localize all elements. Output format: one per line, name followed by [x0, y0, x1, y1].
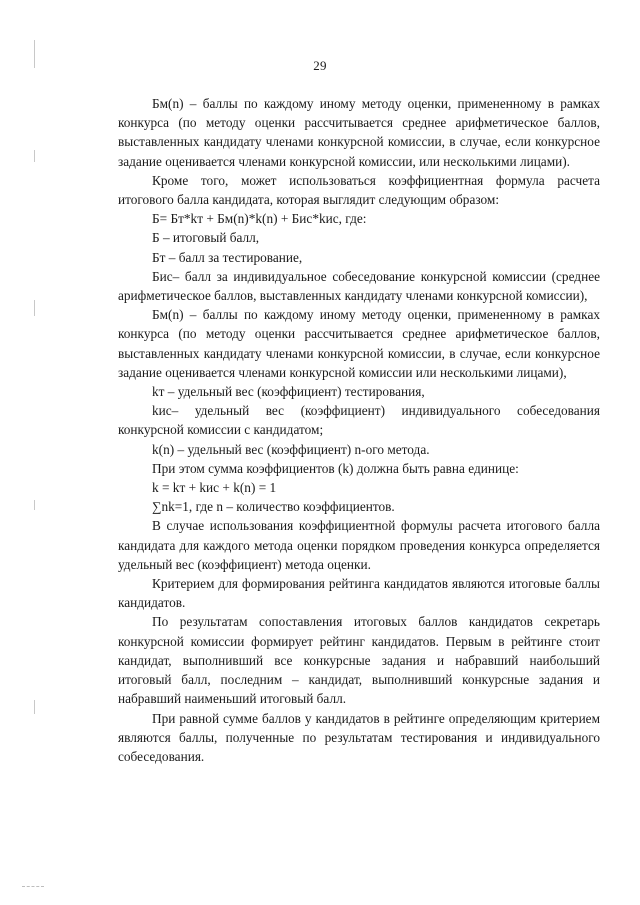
paragraph-b-definition: Б – итоговый балл,: [152, 230, 260, 246]
paragraph-rating-criterion: Критерием для формирования рейтинга кандидатов являются итоговые баллы кандидатов.: [118, 576, 600, 611]
paragraph-kt-definition: kт – удельный вес (коэффициент) тестирования,: [152, 384, 425, 400]
paragraph-formula: Б= Бт*kт + Бм(n)*k(n) + Бис*kис, где:: [152, 211, 367, 227]
paragraph-weight-rule: В случае использования коэффициентной формулы расчета итогового балла кандидата для каждого метода оценки порядком проведения конкурса определяется удельный вес (коэффициент) метода оценки.: [118, 518, 600, 572]
binder-edge-mark-lower: [34, 500, 35, 510]
binder-edge-mark-bottom: [34, 700, 35, 714]
paragraph-bt-definition: Бт – балл за тестирование,: [152, 249, 303, 265]
paragraph-formula-intro: Кроме того, может использоваться коэффициентная формула расчета итогового балла кандидата, которая выглядит следующим образом:: [118, 172, 600, 208]
binder-edge-mark-upper: [34, 150, 35, 162]
page-number: 29: [313, 58, 327, 73]
paragraph-bis-definition: Бис– балл за индивидуальное собеседование конкурсной комиссии (среднее арифметическое баллов, выставленных кандидату членами конкурсной комиссии),: [118, 268, 600, 304]
paragraph-sum-formula: k = kт + kис + k(n) = 1: [152, 480, 277, 496]
paragraph-bm-definition: Бм(n) – баллы по каждому иному методу оценки, примененному в рамках конкурса (по методу оценки рассчитывается среднее арифметическое баллов, выставленных кандидату членами конкурсной комиссии, в случае, если конкурсное задание оценивается членами конкурсной комиссии, или несколькими лицами).: [118, 96, 600, 169]
paragraph-bm-definition-2: Бм(n) – баллы по каждому иному методу оценки, примененному в рамках конкурса (по методу оценки рассчитывается среднее арифметическое баллов, выставленных кандидату членами конкурсной комиссии, в случае, если конкурсное задание оценивается членами конкурсной комиссии или несколькими лицами),: [118, 307, 600, 380]
paragraph-count-formula: ∑nk=1, где n – количество коэффициентов.: [152, 499, 395, 515]
paragraph-tie-rule: При равной сумме баллов у кандидатов в рейтинге определяющим критерием являются баллы, полученные по результатам тестирования и индивидуального собеседования.: [118, 710, 600, 764]
paragraph-rating-formation: По результатам сопоставления итоговых баллов кандидатов секретарь конкурсной комиссии формирует рейтинг кандидатов. Первым в рейтинге стоит кандидат, выполнивший все конкурсные задания и набравший наибольший итоговый балл, последним – кандидат, выполнивший конкурсные задания и набравший наименьший итоговый балл.: [118, 614, 600, 707]
paragraph-kis-definition: kис– удельный вес (коэффициент) индивидуального собеседования конкурсной комиссии с кандидатом;: [118, 403, 600, 438]
binder-edge-mark-middle: [34, 300, 35, 316]
paragraph-sum-rule: При этом сумма коэффициентов (k) должна быть равна единице:: [152, 460, 519, 476]
paragraph-kn-definition: k(n) – удельный вес (коэффициент) n-ого метода.: [152, 441, 430, 457]
scan-corner-mark: [22, 886, 44, 888]
document-body: [118, 94, 600, 766]
